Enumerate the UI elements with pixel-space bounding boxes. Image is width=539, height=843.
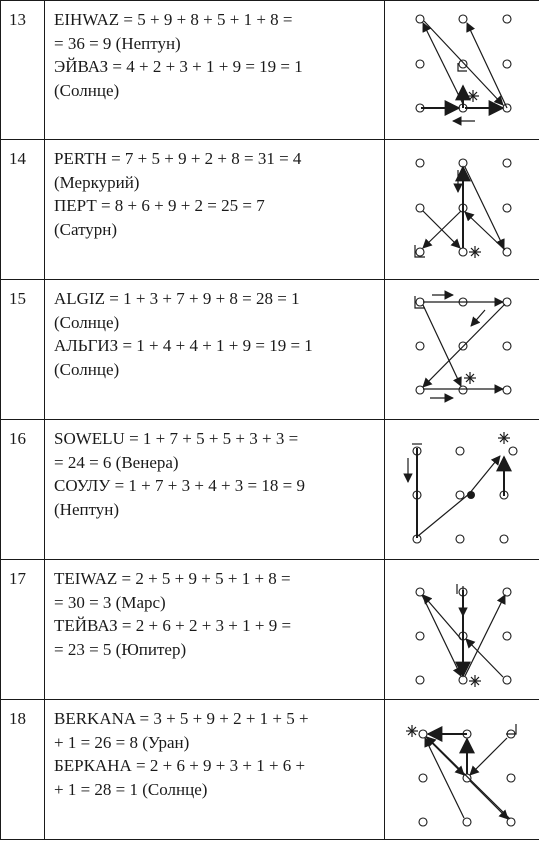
formula-line: EIHWAZ = 5 + 9 + 8 + 5 + 1 + 8 = — [54, 10, 293, 29]
start-star-icon — [498, 432, 510, 444]
formula-line: + 1 = 26 = 8 (Уран) — [54, 732, 190, 752]
table-row — [1, 280, 539, 420]
formula-line: АЛЬГИЗ = 1 + 4 + 4 + 1 + 9 = 19 = 1 — [54, 336, 313, 355]
rune-path-eihwaz — [385, 1, 539, 139]
rune-path-diagram — [385, 420, 539, 560]
row-formulas — [45, 700, 385, 840]
row-formulas — [45, 1, 385, 140]
rune-path-diagram — [385, 280, 539, 420]
formula-line: (Солнце) — [54, 312, 120, 332]
rune-path-algiz — [385, 280, 539, 419]
table-row — [1, 1, 539, 140]
formula-line: (Солнце) — [54, 359, 120, 379]
formula-line: = 23 = 5 (Юпитер) — [54, 639, 187, 659]
row-formulas — [45, 420, 385, 560]
row-number: 16 — [1, 420, 45, 560]
table-row — [1, 140, 539, 280]
start-star-icon — [464, 372, 476, 384]
formula-line: ТЕЙВАЗ = 2 + 6 + 2 + 3 + 1 + 9 = — [54, 616, 292, 635]
row-number: 14 — [1, 140, 45, 280]
formula-line: SOWELU = 1 + 7 + 5 + 5 + 3 + 3 = — [54, 429, 299, 448]
table-row — [1, 560, 539, 700]
rune-path-diagram — [385, 700, 539, 840]
formula-line: (Нептун) — [54, 499, 120, 519]
formula-line: (Солнце) — [54, 80, 120, 100]
rune-path-diagram — [385, 140, 539, 280]
formula-line: ЭЙВАЗ = 4 + 2 + 3 + 1 + 9 = 19 = 1 — [54, 57, 303, 76]
formula-line: TEIWAZ = 2 + 5 + 9 + 5 + 1 + 8 = — [54, 569, 291, 588]
grid-dots — [413, 447, 517, 543]
formula-line: ALGIZ = 1 + 3 + 7 + 9 + 8 = 28 = 1 — [54, 289, 300, 308]
row-formulas — [45, 280, 385, 420]
row-formulas — [45, 560, 385, 700]
row-formulas — [45, 140, 385, 280]
rune-path-perth — [385, 140, 539, 279]
start-star-icon — [469, 675, 481, 687]
row-number: 17 — [1, 560, 45, 700]
table-row — [1, 420, 539, 560]
rune-path-berkana — [385, 700, 539, 839]
formula-line: = 24 = 6 (Венера) — [54, 452, 179, 472]
rune-path-teiwaz — [385, 560, 539, 699]
formula-line: СОУЛУ = 1 + 7 + 3 + 4 + 3 = 18 = 9 — [54, 476, 305, 495]
row-number: 18 — [1, 700, 45, 840]
row-number: 13 — [1, 1, 45, 140]
row-number: 15 — [1, 280, 45, 420]
formula-line: БЕРКАНА = 2 + 6 + 9 + 3 + 1 + 6 + — [54, 756, 306, 775]
start-star-icon — [469, 246, 481, 258]
formula-line: (Меркурий) — [54, 172, 140, 192]
table-row — [1, 700, 539, 840]
start-star-icon — [406, 725, 418, 737]
rune-path-diagram — [385, 560, 539, 700]
start-star-icon — [467, 90, 479, 102]
formula-line: PERTH = 7 + 5 + 9 + 2 + 8 = 31 = 4 — [54, 149, 302, 168]
formula-line: BERKANA = 3 + 5 + 9 + 2 + 1 + 5 + — [54, 709, 309, 728]
rune-path-sowelu — [385, 420, 539, 559]
formula-line: = 36 = 9 (Нептун) — [54, 33, 181, 53]
formula-line: (Сатурн) — [54, 219, 118, 239]
formula-line: = 30 = 3 (Марс) — [54, 592, 166, 612]
formula-line: ПЕРТ = 8 + 6 + 9 + 2 = 25 = 7 — [54, 196, 265, 215]
formula-line: + 1 = 28 = 1 (Солнце) — [54, 779, 208, 799]
rune-path-diagram — [385, 1, 539, 140]
